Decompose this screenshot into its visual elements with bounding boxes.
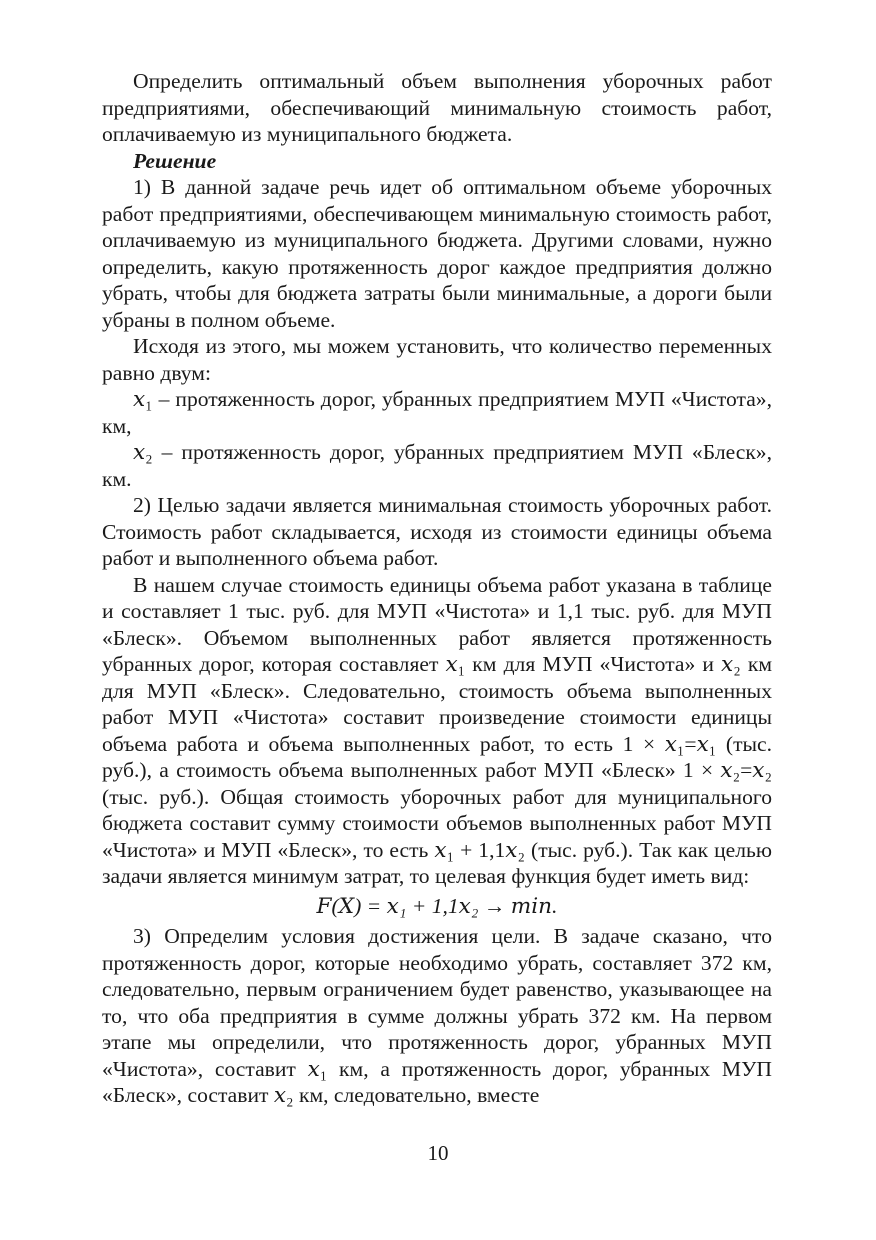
page-number: 10 (427, 1141, 449, 1165)
paragraph-step-1: 1) В данной задаче речь идет об оптимальном объеме уборочных работ предприятиями, обеспечивающем минимальную стоимость работ, оплачиваемую из муниципального бюджета. Другими словами, нужно определить, какую протяженность дорог каждое предприятия должно убрать, чтобы для бюджета затраты были минимальные, а дороги были убраны в полном объеме. (102, 175, 772, 332)
document-page (102, 68, 772, 1109)
paragraph-variable-x1: 𝑥₁ – протяженность дорог, убранных предприятием МУП «Чистота», км, (102, 387, 772, 438)
paragraph-step-3: 3) Определим условия достижения цели. В задаче сказано, что протяженность дорог, которые необходимо убрать, составляет 372 км, следовательно, первым ограничением будет равенство, указывающее на то, что оба предприятия в сумме должны убрать 372 км. На первом этапе мы определили, что протяженность дорог, убранных МУП «Чистота», составит 𝑥₁ км, а протяженность дорог, убранных МУП «Блеск», составит 𝑥₂ км, следовательно, вместе (102, 924, 772, 1107)
paragraph-variables-intro: Исходя из этого, мы можем установить, что количество переменных равно двум: (102, 334, 772, 385)
paragraph-task: Определить оптимальный объем выполнения уборочных работ предприятиями, обеспечивающий минимальную стоимость работ, оплачиваемую из муниципального бюджета. (102, 69, 772, 146)
paragraph-variable-x2: 𝑥₂ – протяженность дорог, убранных предприятием МУП «Блеск», км. (102, 440, 772, 491)
paragraph-step-2: 2) Целью задачи является минимальная стоимость уборочных работ. Стоимость работ складывается, исходя из стоимости единицы объема работ и выполненного объема работ. (102, 493, 772, 570)
solution-heading: Решение (133, 148, 217, 173)
objective-function-formula: 𝐹(𝑋) = 𝑥₁ + 1,1𝑥₂ → 𝑚𝑖𝑛. (316, 893, 558, 918)
paragraph-cost-explanation: В нашем случае стоимость единицы объема работ указана в таблице и составляет 1 тыс. руб. для МУП «Чистота» и 1,1 тыс. руб. для МУП «Блеск». Объемом выполненных работ является протяженность убранных дорог, которая составляет 𝑥₁ км для МУП «Чистота» и 𝑥₂ км для МУП «Блеск». Следовательно, стоимость объема выполненных работ МУП «Чистота» составит произведение стоимости единицы объема работа и объема выполненных работ, то есть 1 × 𝑥₁=𝑥₁ (тыс. руб.), а стоимость объема выполненных работ МУП «Блеск» 1 × 𝑥₂=𝑥₂ (тыс. руб.). Общая стоимость уборочных работ для муниципального бюджета составит сумму стоимости объемов выполненных работ МУП «Чистота» и МУП «Блеск», то есть 𝑥₁ + 1,1𝑥₂ (тыс. руб.). Так как целью задачи является минимум затрат, то целевая функция будет иметь вид: (102, 572, 772, 888)
